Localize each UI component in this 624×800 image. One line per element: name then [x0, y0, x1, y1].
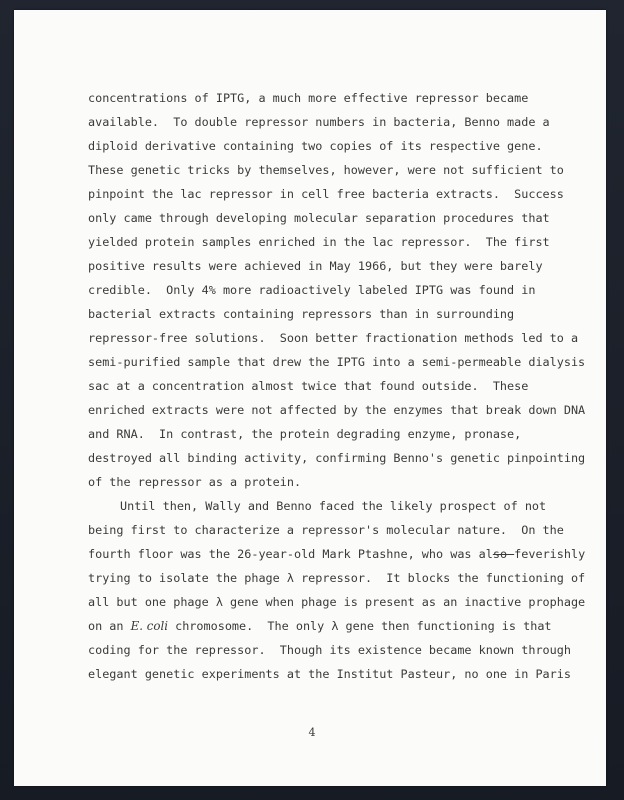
text-line-20-start: fourth floor was the 26-year-old Mark Ptashne, who was al [88, 547, 493, 561]
body-text [88, 86, 608, 686]
page-number: 4 [308, 726, 316, 739]
text-line-17: of the repressor as a protein. [88, 475, 302, 489]
text-line-21: trying to isolate the phage λ repressor. It blocks the functioning of [88, 571, 586, 585]
text-line-19: being first to characterize a repressor's molecular nature. On the [88, 523, 564, 537]
text-line-18: Until then, Wally and Benno faced the likely prospect of not [120, 499, 547, 513]
text-line-10: bacterial extracts containing repressors than in surrounding [88, 307, 515, 321]
text-line-1: concentrations of IPTG, a much more effective repressor became [88, 91, 529, 105]
text-line-9: credible. Only 4% more radioactively labeled IPTG was found in [88, 283, 536, 297]
text-line-4: These genetic tricks by themselves, however, were not sufficient to [88, 163, 564, 177]
text-line-20 [88, 542, 608, 566]
text-line-2: available. To double repressor numbers in bacteria, Benno made a [88, 115, 550, 129]
text-line-25: elegant genetic experiments at the Institut Pasteur, no one in Paris [88, 667, 571, 681]
text-line-16: destroyed all binding activity, confirming Benno's genetic pinpointing [88, 451, 586, 465]
text-line-23-start: on an [88, 619, 131, 633]
text-line-23 [88, 614, 608, 638]
text-line-11: repressor-free solutions. Soon better fractionation methods led to a [88, 331, 579, 345]
text-line-23-end: chromosome. The only λ gene then functioning is that [168, 619, 552, 633]
text-line-14: enriched extracts were not affected by the enzymes that break down DNA [88, 403, 586, 417]
text-line-22: all but one phage λ gene when phage is present as an inactive prophage [88, 595, 586, 609]
text-line-5: pinpoint the lac repressor in cell free bacteria extracts. Success [88, 187, 564, 201]
text-line-20-end: feverishly [514, 547, 586, 561]
text-line-8: positive results were achieved in May 1966, but they were barely [88, 259, 543, 273]
text-line-24: coding for the repressor. Though its existence became known through [88, 643, 571, 657]
text-line-15: and RNA. In contrast, the protein degrading enzyme, pronase, [88, 427, 522, 441]
text-line-12: semi-purified sample that drew the IPTG into a semi-permeable dialysis [88, 355, 586, 369]
text-line-7: yielded protein samples enriched in the lac repressor. The first [88, 235, 550, 249]
strikethrough-text: so [492, 547, 515, 561]
italic-species-name: E. coli [130, 619, 168, 633]
text-line-6: only came through developing molecular separation procedures that [88, 211, 550, 225]
text-line-13: sac at a concentration almost twice that found outside. These [88, 379, 529, 393]
text-line-3: diploid derivative containing two copies of its respective gene. [88, 139, 543, 153]
